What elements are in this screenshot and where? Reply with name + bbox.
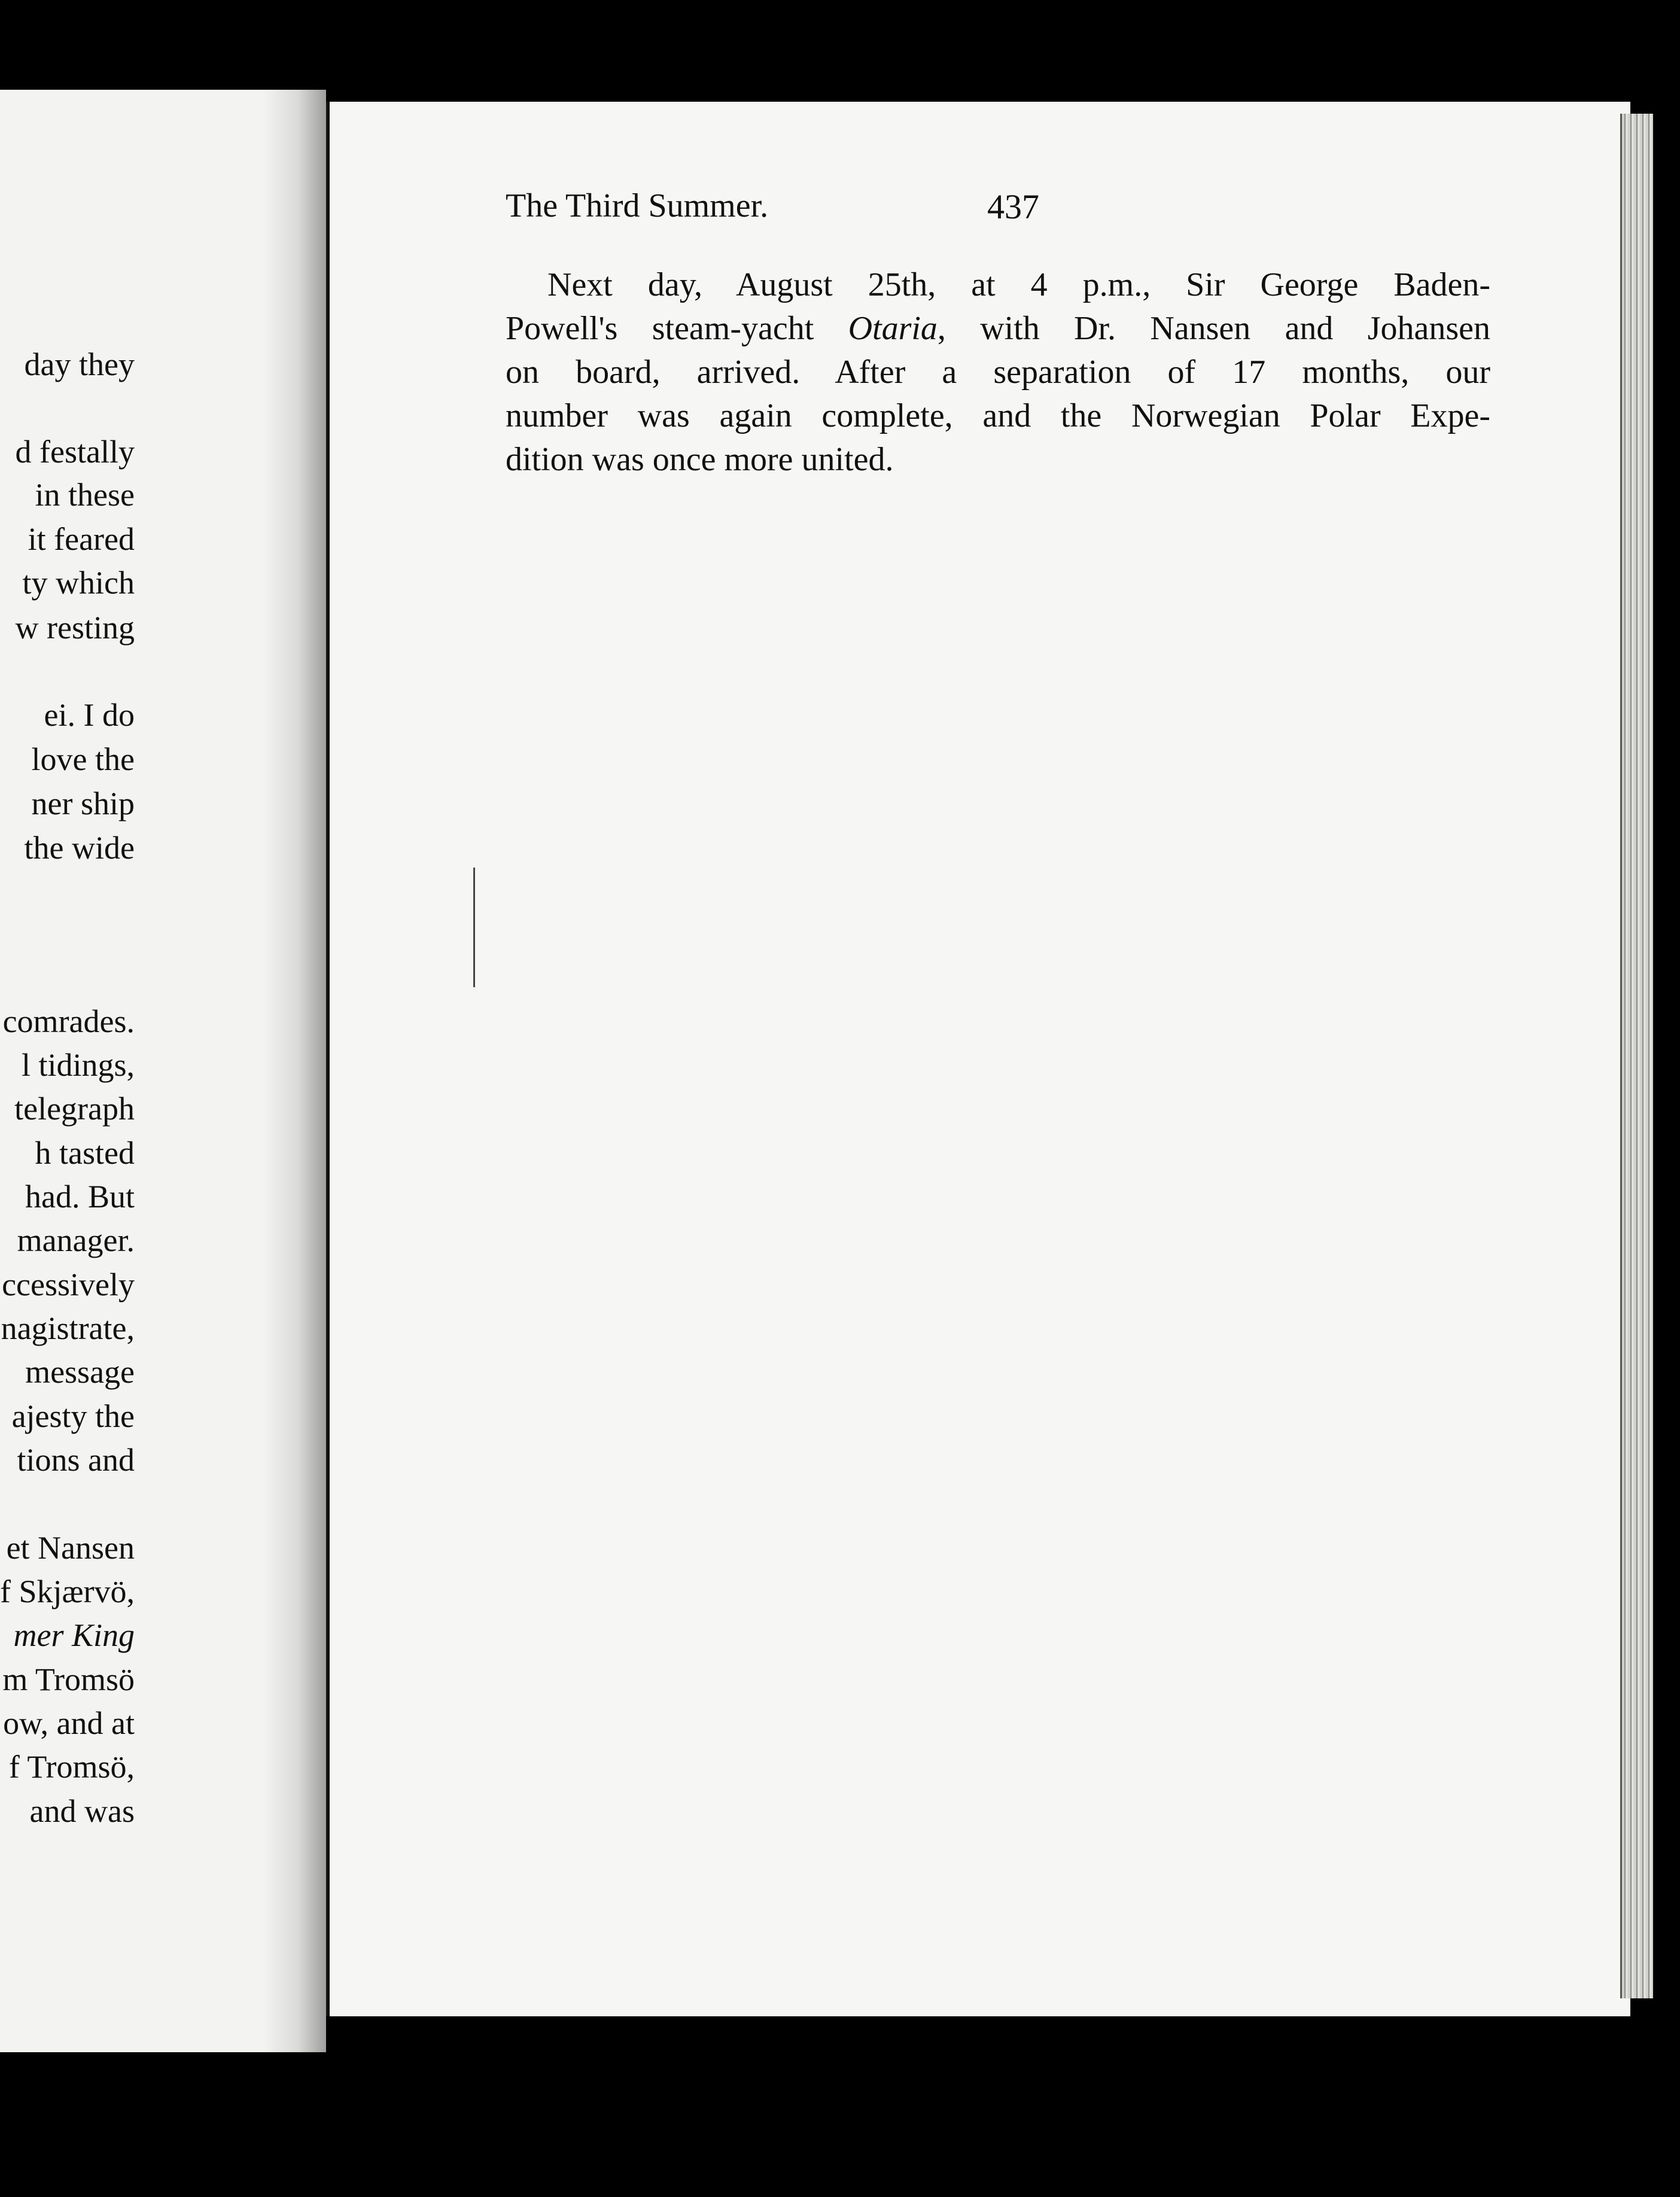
left-line: had. But <box>25 1179 135 1215</box>
body-line-segment: , with Dr. Nansen and Johansen <box>937 310 1491 347</box>
left-line: love the <box>31 741 135 777</box>
left-line: ei. I do <box>44 697 135 733</box>
left-line: day they <box>24 346 135 382</box>
left-line: and was <box>29 1793 135 1829</box>
left-line: h tasted <box>35 1135 135 1171</box>
left-line: ner ship <box>31 786 135 821</box>
left-line: ow, and at <box>3 1705 135 1741</box>
left-line: m Tromsö <box>2 1662 135 1697</box>
left-line: the wide <box>24 830 135 866</box>
left-line: f Tromsö, <box>8 1749 135 1785</box>
left-line: et Nansen <box>6 1530 135 1566</box>
gutter-shadow <box>263 90 326 2052</box>
body-paragraph <box>506 263 1490 482</box>
page-number: 437 <box>987 187 1039 226</box>
left-line: telegraph <box>14 1091 135 1127</box>
left-line: l tidings, <box>21 1047 135 1083</box>
page-crease <box>473 868 475 987</box>
running-head: The Third Summer. <box>506 187 769 224</box>
left-line: mer King <box>13 1617 135 1653</box>
body-line-segment: Powell's steam-yacht <box>506 310 848 347</box>
left-line: ajesty the <box>11 1398 135 1434</box>
left-line: it feared <box>28 521 135 557</box>
body-line: Next day, August 25th, at 4 p.m., Sir George Baden- <box>547 266 1490 303</box>
page-block-edge <box>1620 114 1653 1998</box>
left-line: comrades. <box>2 1003 135 1039</box>
left-line: tions and <box>17 1442 135 1478</box>
left-line: ccessively <box>2 1267 135 1303</box>
body-line <box>506 307 1490 351</box>
ship-name: Otaria <box>848 310 938 347</box>
left-line: w resting <box>15 610 135 646</box>
left-line: ty which <box>22 565 135 601</box>
body-line: dition was once more united. <box>506 441 894 478</box>
left-line: f Skjærvö, <box>0 1574 135 1609</box>
left-line: message <box>25 1354 135 1390</box>
body-line: on board, arrived. After a separation of 17 months, our <box>506 354 1490 391</box>
left-line: in these <box>35 477 135 513</box>
left-line: d festally <box>15 434 135 470</box>
left-line: manager. <box>17 1222 135 1258</box>
left-line: nagistrate, <box>1 1310 135 1346</box>
body-line: number was again complete, and the Norwegian Polar Expe- <box>506 397 1490 434</box>
left-facing-page <box>0 90 326 2052</box>
